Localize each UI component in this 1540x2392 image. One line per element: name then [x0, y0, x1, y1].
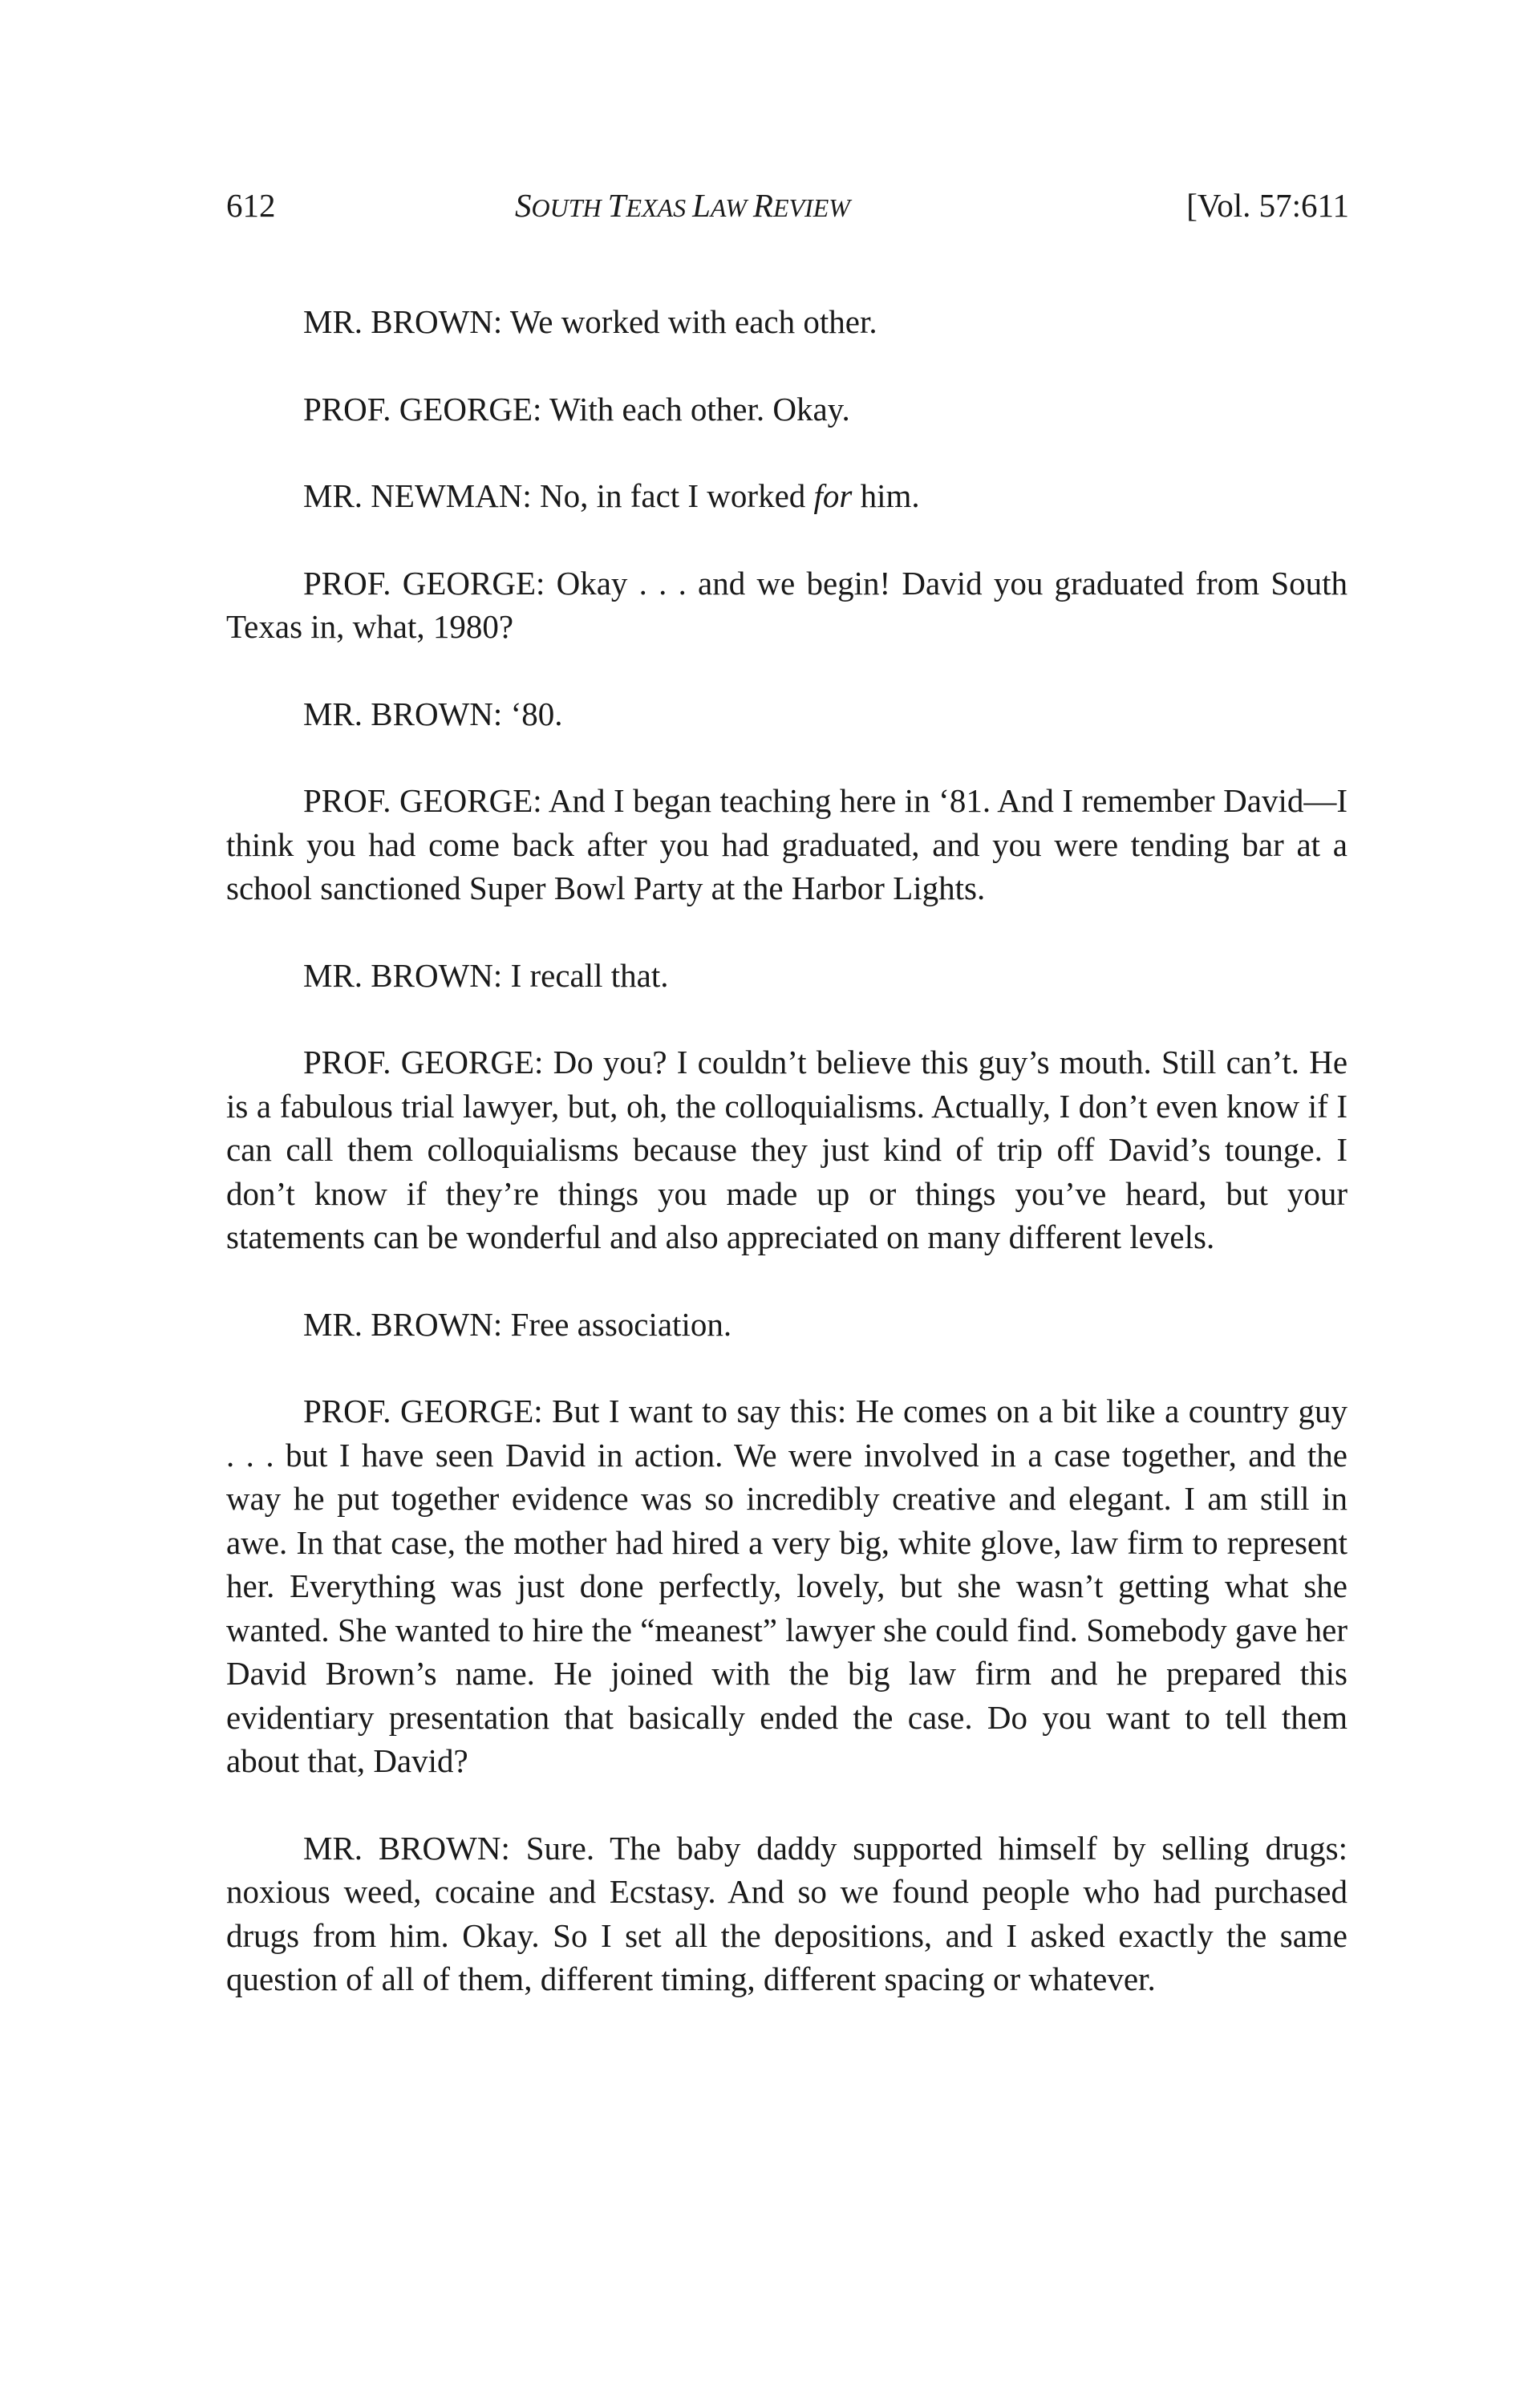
transcript-paragraph [226, 300, 1348, 344]
speaker-name: MR. BROWN: [303, 303, 503, 340]
transcript-paragraph [226, 1826, 1348, 2001]
speaker-name: MR. BROWN: [303, 1305, 503, 1343]
speech-text: Free association. [510, 1305, 732, 1343]
transcript-paragraph [226, 387, 1348, 432]
transcript-paragraph [226, 779, 1348, 910]
speech-text: No, in fact I worked [539, 477, 806, 514]
speaker-name: MR. BROWN: [303, 956, 503, 994]
speech-text: ‘80. [510, 695, 563, 732]
transcript-paragraph [226, 562, 1348, 649]
speech-text: With each other. Okay. [549, 390, 850, 428]
speaker-name: MR. NEWMAN: [303, 477, 532, 514]
transcript-body [226, 300, 1348, 2001]
transcript-paragraph [226, 1389, 1348, 1783]
speaker-name: MR. BROWN: [303, 695, 503, 732]
speech-text: him. [860, 477, 920, 514]
transcript-paragraph [226, 1303, 1348, 1347]
speaker-name: PROF. GEORGE: [303, 564, 545, 602]
speaker-name: MR. BROWN: [303, 1829, 510, 1867]
page-number: 612 [226, 187, 276, 224]
transcript-paragraph [226, 954, 1348, 998]
transcript-paragraph [226, 1040, 1348, 1259]
speech-text: I recall that. [510, 956, 669, 994]
volume-citation: [Vol. 57:611 [1186, 187, 1349, 224]
journal-title: SOUTH TEXAS LAW REVIEW [515, 187, 850, 224]
running-head [226, 181, 1349, 229]
transcript-paragraph [226, 474, 1348, 518]
speech-text: Sure. The baby daddy supported himself by selling drugs: noxious weed, cocaine and Ecstasy. And so we found people who had purchased drugs from him. Okay. So I set all the depositions, and I asked exactly the same question of all of them, different timing, different spacing or whatever. [226, 1829, 1348, 1997]
speech-text: We worked with each other. [509, 303, 877, 340]
speaker-name: PROF. GEORGE: [303, 1393, 543, 1429]
emphasized-word: for [813, 477, 853, 514]
speaker-name: PROF. GEORGE: [303, 1044, 544, 1080]
transcript-paragraph [226, 692, 1348, 736]
speech-text: Do you? I couldn’t believe this guy’s mouth. Still can’t. He is a fabulous trial lawyer, but, oh, the colloquialisms. Actually, I don’t even know if I can call them colloquialisms because they just kind of trip off David’s tounge. I don’t know if they’re things you made up or things you’ve heard, but your statements can be wonderful and also appreciated on many different levels. [226, 1044, 1348, 1255]
speaker-name: PROF. GEORGE: [303, 782, 542, 819]
speaker-name: PROF. GEORGE: [303, 390, 542, 428]
speech-text: Okay . . . and we begin! David you graduated from South Texas in, what, 1980? [226, 564, 1348, 645]
speech-text: And I began teaching here in ‘81. And I remember David—I think you had come back after you had graduated, and you were tending bar at a school sanctioned Super Bowl Party at the Harbor Lights. [226, 782, 1348, 906]
speech-text: But I want to say this: He comes on a bit like a country guy . . . but I have seen David in action. We were involved in a case together, and the way he put together evidence was so incredibly creative and elegant. I am still in awe. In that case, the mother had hired a very big, white glove, law firm to represent her. Everything was just done perfectly, lovely, but she wasn’t getting what she wanted. She wanted to hire the “meanest” lawyer she could find. Somebody gave her David Brown’s name. He joined with the big law firm and he prepared this evidentiary presentation that basically ended the case. Do you want to tell them about that, David? [226, 1393, 1348, 1779]
